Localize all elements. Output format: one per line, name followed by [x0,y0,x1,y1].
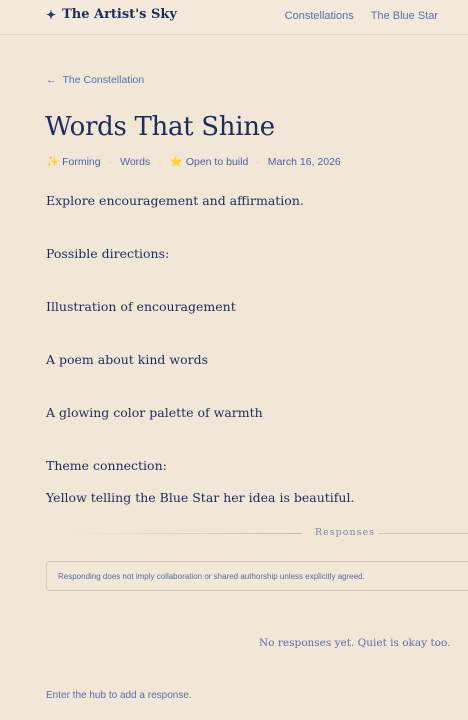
nav-link-blue-star[interactable]: The Blue Star [370,10,438,22]
body-paragraph: Illustration of encouragement [46,299,236,314]
status-label: Forming [62,155,101,168]
body-paragraph: Yellow telling the Blue Star her idea is beautiful. [46,490,355,505]
top-nav [285,10,438,22]
empty-responses-text: No responses yet. Quiet is okay too. [259,637,451,649]
post-meta [46,155,341,168]
four-point-star-icon: ✦ [46,7,57,22]
brand-name: The Artist's Sky [62,7,177,22]
star-icon: ⭐ [169,156,183,168]
meta-separator: · [256,155,260,168]
arrow-left-icon: ← [46,74,57,86]
page-title: Words That Shine [45,112,275,142]
back-link[interactable] [46,74,144,86]
body-paragraph: Possible directions: [46,246,170,261]
body-paragraph: A glowing color palette of warmth [46,405,263,420]
post-date: March 16, 2026 [267,155,341,168]
meta-separator: · [158,155,162,168]
site-header [0,0,468,35]
body-paragraph: A poem about kind words [46,352,208,367]
open-to-build-label: Open to build [185,155,249,168]
meta-separator: · [108,155,113,168]
responses-notice [46,561,468,591]
body-paragraph: Explore encouragement and affirmation. [46,193,304,208]
sparkles-icon: ✨ [46,156,60,168]
brand-logo[interactable] [46,7,177,22]
category-label: Words [120,155,151,168]
divider [70,533,302,534]
nav-link-constellations[interactable]: Constellations [284,10,354,22]
divider [378,533,468,534]
responses-heading: Responses [315,527,375,538]
back-link-label: The Constellation [62,74,145,86]
enter-hub-link[interactable]: Enter the hub to add a response. [46,690,192,701]
body-paragraph: Theme connection: [46,458,167,473]
notice-text: Responding does not imply collaboration or shared authorship unless explicitly agreed. [58,572,365,581]
